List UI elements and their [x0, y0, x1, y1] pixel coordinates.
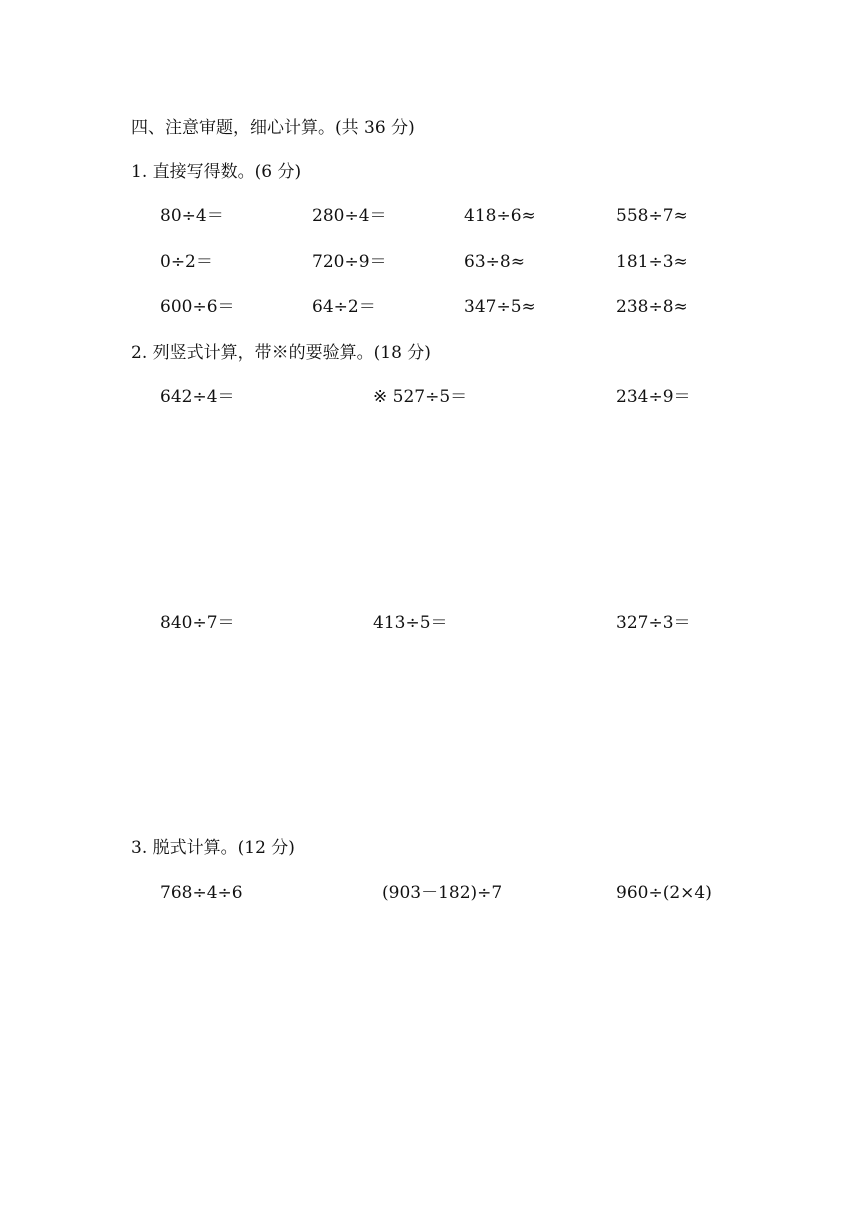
- problem-1-3: 418÷6≈: [464, 206, 536, 226]
- stepwise-problem-3: 960÷(2×4): [616, 883, 712, 903]
- problem-1-1: 80÷4＝: [160, 206, 224, 226]
- problem-2-2: 720÷9＝: [312, 252, 387, 272]
- problem-3-3: 347÷5≈: [464, 297, 536, 317]
- problem-2-1: 0÷2＝: [160, 252, 213, 272]
- vertical-problem-2: ※ 527÷5＝: [373, 387, 468, 407]
- problem-2-3: 63÷8≈: [464, 252, 525, 272]
- stepwise-problem-2: (903－182)÷7: [382, 883, 503, 903]
- vertical-problem-3: 234÷9＝: [616, 387, 691, 407]
- part2-title: 2. 列竖式计算，带※的要验算。(18 分): [131, 343, 431, 363]
- section-title: 四、注意审题，细心计算。(共 36 分): [131, 118, 415, 138]
- vertical-problem-1: 642÷4＝: [160, 387, 235, 407]
- problem-3-2: 64÷2＝: [312, 297, 376, 317]
- problem-3-4: 238÷8≈: [616, 297, 688, 317]
- problem-3-1: 600÷6＝: [160, 297, 235, 317]
- part3-title: 3. 脱式计算。(12 分): [131, 838, 295, 858]
- part1-title: 1. 直接写得数。(6 分): [131, 162, 302, 182]
- vertical-problem-5: 413÷5＝: [373, 613, 448, 633]
- problem-1-4: 558÷7≈: [616, 206, 688, 226]
- vertical-problem-6: 327÷3＝: [616, 613, 691, 633]
- problem-2-4: 181÷3≈: [616, 252, 688, 272]
- vertical-problem-4: 840÷7＝: [160, 613, 235, 633]
- stepwise-problem-1: 768÷4÷6: [160, 883, 243, 903]
- problem-1-2: 280÷4＝: [312, 206, 387, 226]
